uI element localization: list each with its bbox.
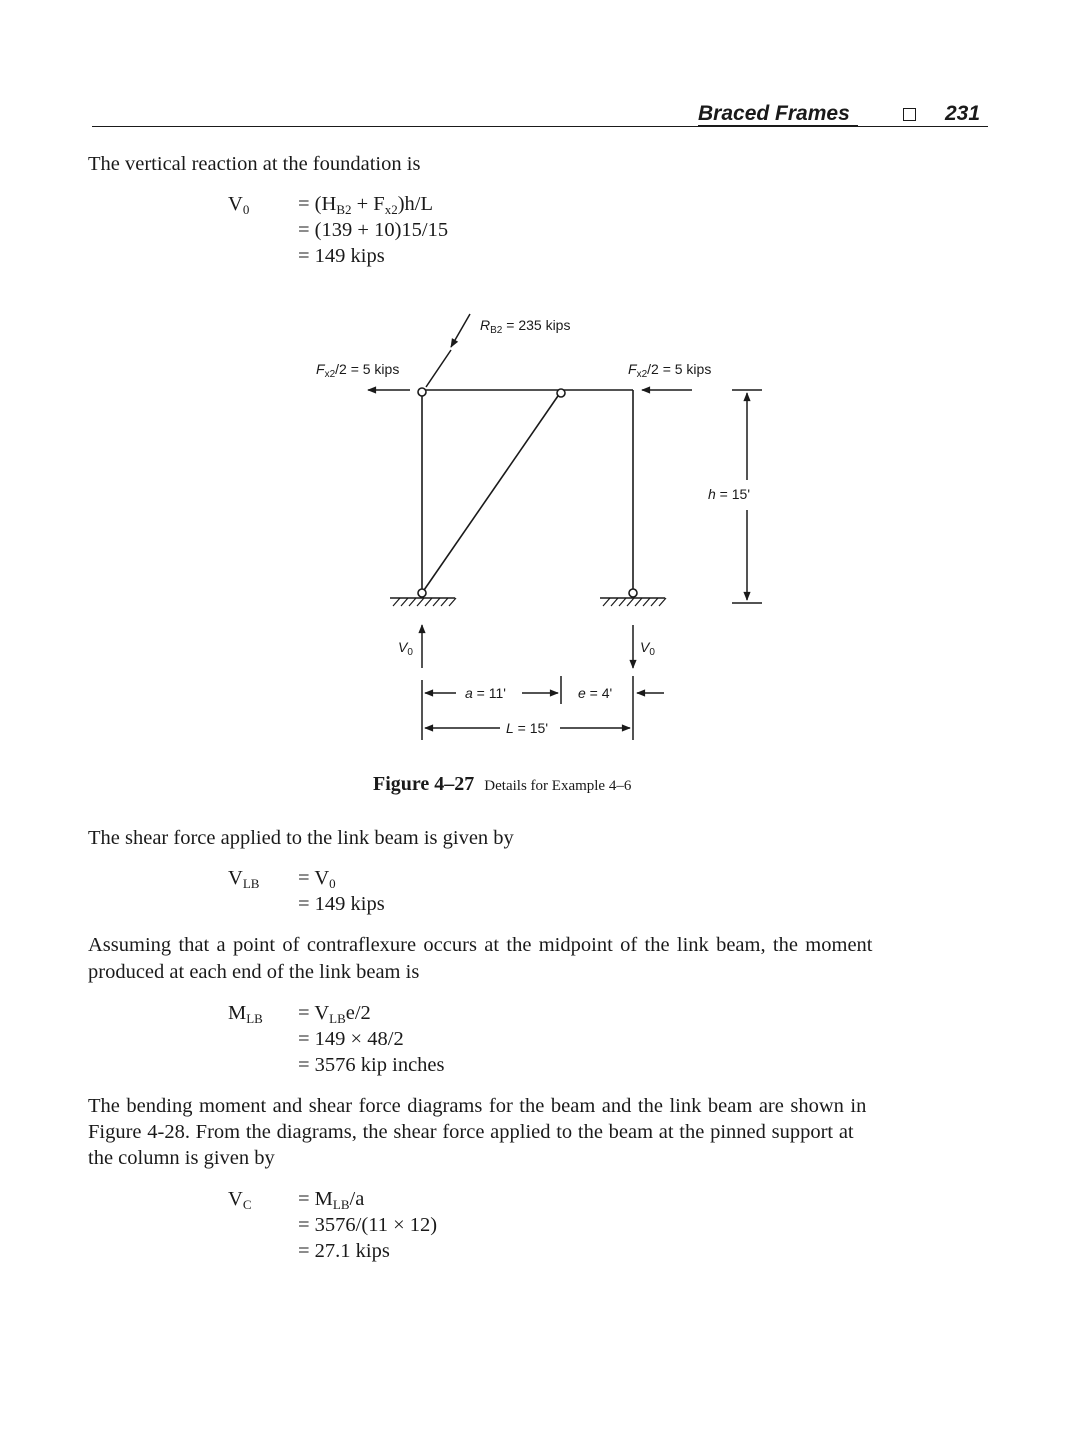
a-label: a = 11'	[465, 685, 506, 701]
pin-top-left	[418, 388, 426, 396]
equation-v0-line2: = (139 + 10)15/15	[298, 219, 449, 241]
eq2-line1-a: = V	[298, 867, 330, 889]
eq1-lhs-sub: 0	[242, 202, 250, 217]
fx-right-label: $F_{x2}/2 = 5$ kips	[628, 361, 712, 380]
equation-vlb-line2: = 149 kips	[298, 893, 385, 915]
v0-right-label: $V_0$	[640, 639, 655, 658]
equation-vlb-line1	[298, 867, 336, 892]
eq4-line1-a: = M	[298, 1188, 333, 1210]
eq1-line1-sub2: x2	[384, 202, 398, 217]
eq1-lhs: V	[228, 193, 243, 215]
rb2-arrow	[451, 314, 470, 347]
header-square-icon	[903, 108, 916, 121]
equation-v0-line3: = 149 kips	[298, 245, 385, 267]
rb2-leader	[426, 350, 451, 387]
paragraph-contraflexure-line2: produced at each end of the link beam is	[88, 961, 420, 983]
rb2-label: $R_{B2} = 235$ kips	[480, 317, 571, 336]
diagonal-brace	[422, 393, 560, 593]
figure-caption-text: Details for Example 4–6	[484, 778, 632, 794]
equation-vc-line3: = 27.1 kips	[298, 1240, 390, 1262]
figure-caption	[373, 773, 631, 796]
eq4-lhs-sub: C	[242, 1197, 252, 1212]
eq1-line1-a: = (H	[298, 193, 337, 215]
eq2-lhs-sub: LB	[242, 876, 260, 891]
eq1-line1-b: + F	[351, 193, 385, 215]
ground-hatching	[393, 598, 666, 606]
equation-mlb-line2: = 149 × 48/2	[298, 1028, 404, 1050]
eq4-lhs: V	[228, 1188, 243, 1210]
paragraph-shear-link: The shear force applied to the link beam is given by	[88, 827, 514, 849]
e-label: e = 4'	[578, 685, 613, 701]
paragraph-vertical-reaction: The vertical reaction at the foundation is	[88, 153, 421, 175]
eq3-lhs: M	[228, 1002, 247, 1024]
eq4-line1-b: /a	[349, 1188, 365, 1210]
l-label: L = 15'	[506, 720, 548, 736]
equation-mlb-lhs	[228, 1002, 263, 1027]
running-header-title: Braced Frames	[698, 102, 850, 125]
pin-link	[557, 389, 565, 397]
equation-vc-line1	[298, 1188, 364, 1213]
eq3-line1-a: = V	[298, 1002, 330, 1024]
eq2-line1-sub: 0	[329, 876, 336, 891]
equation-vc-lhs	[228, 1188, 251, 1213]
pin-base-right	[629, 589, 637, 597]
paragraph-diagrams-line2: Figure 4-28. From the diagrams, the shear force applied to the beam at the pinned support at	[88, 1121, 854, 1143]
equation-mlb-line1	[298, 1002, 371, 1027]
page-number: 231	[945, 102, 981, 125]
figure-number: Figure 4–27	[373, 773, 475, 795]
header-rule	[92, 126, 988, 127]
paragraph-contraflexure-line1: Assuming that a point of contraflexure occurs at the midpoint of the link beam, the moment	[88, 934, 873, 956]
equation-vc-line2: = 3576/(11 × 12)	[298, 1214, 438, 1236]
eq1-line1-sub1: B2	[336, 202, 352, 217]
equation-v0-lhs	[228, 193, 249, 218]
eq3-line1-b: e/2	[345, 1002, 371, 1024]
equation-vlb-lhs	[228, 867, 259, 892]
v0-left-label: $V_0$	[398, 639, 413, 658]
eq3-lhs-sub: LB	[246, 1011, 263, 1026]
h-label: h = 15'	[708, 486, 750, 502]
pin-base-left	[418, 589, 426, 597]
eq1-line1-c: )h/L	[397, 193, 434, 215]
equation-v0-line1	[298, 193, 433, 218]
eq2-lhs: V	[228, 867, 243, 889]
equation-mlb-line3: = 3576 kip inches	[298, 1054, 445, 1076]
paragraph-diagrams-line1: The bending moment and shear force diagrams for the beam and the link beam are shown in	[88, 1095, 867, 1117]
paragraph-diagrams-line3: the column is given by	[88, 1147, 275, 1169]
eq4-line1-sub: LB	[332, 1197, 350, 1212]
fx-left-label: $F_{x2}/2 = 5$ kips	[316, 361, 400, 380]
eq3-line1-sub: LB	[329, 1011, 346, 1026]
